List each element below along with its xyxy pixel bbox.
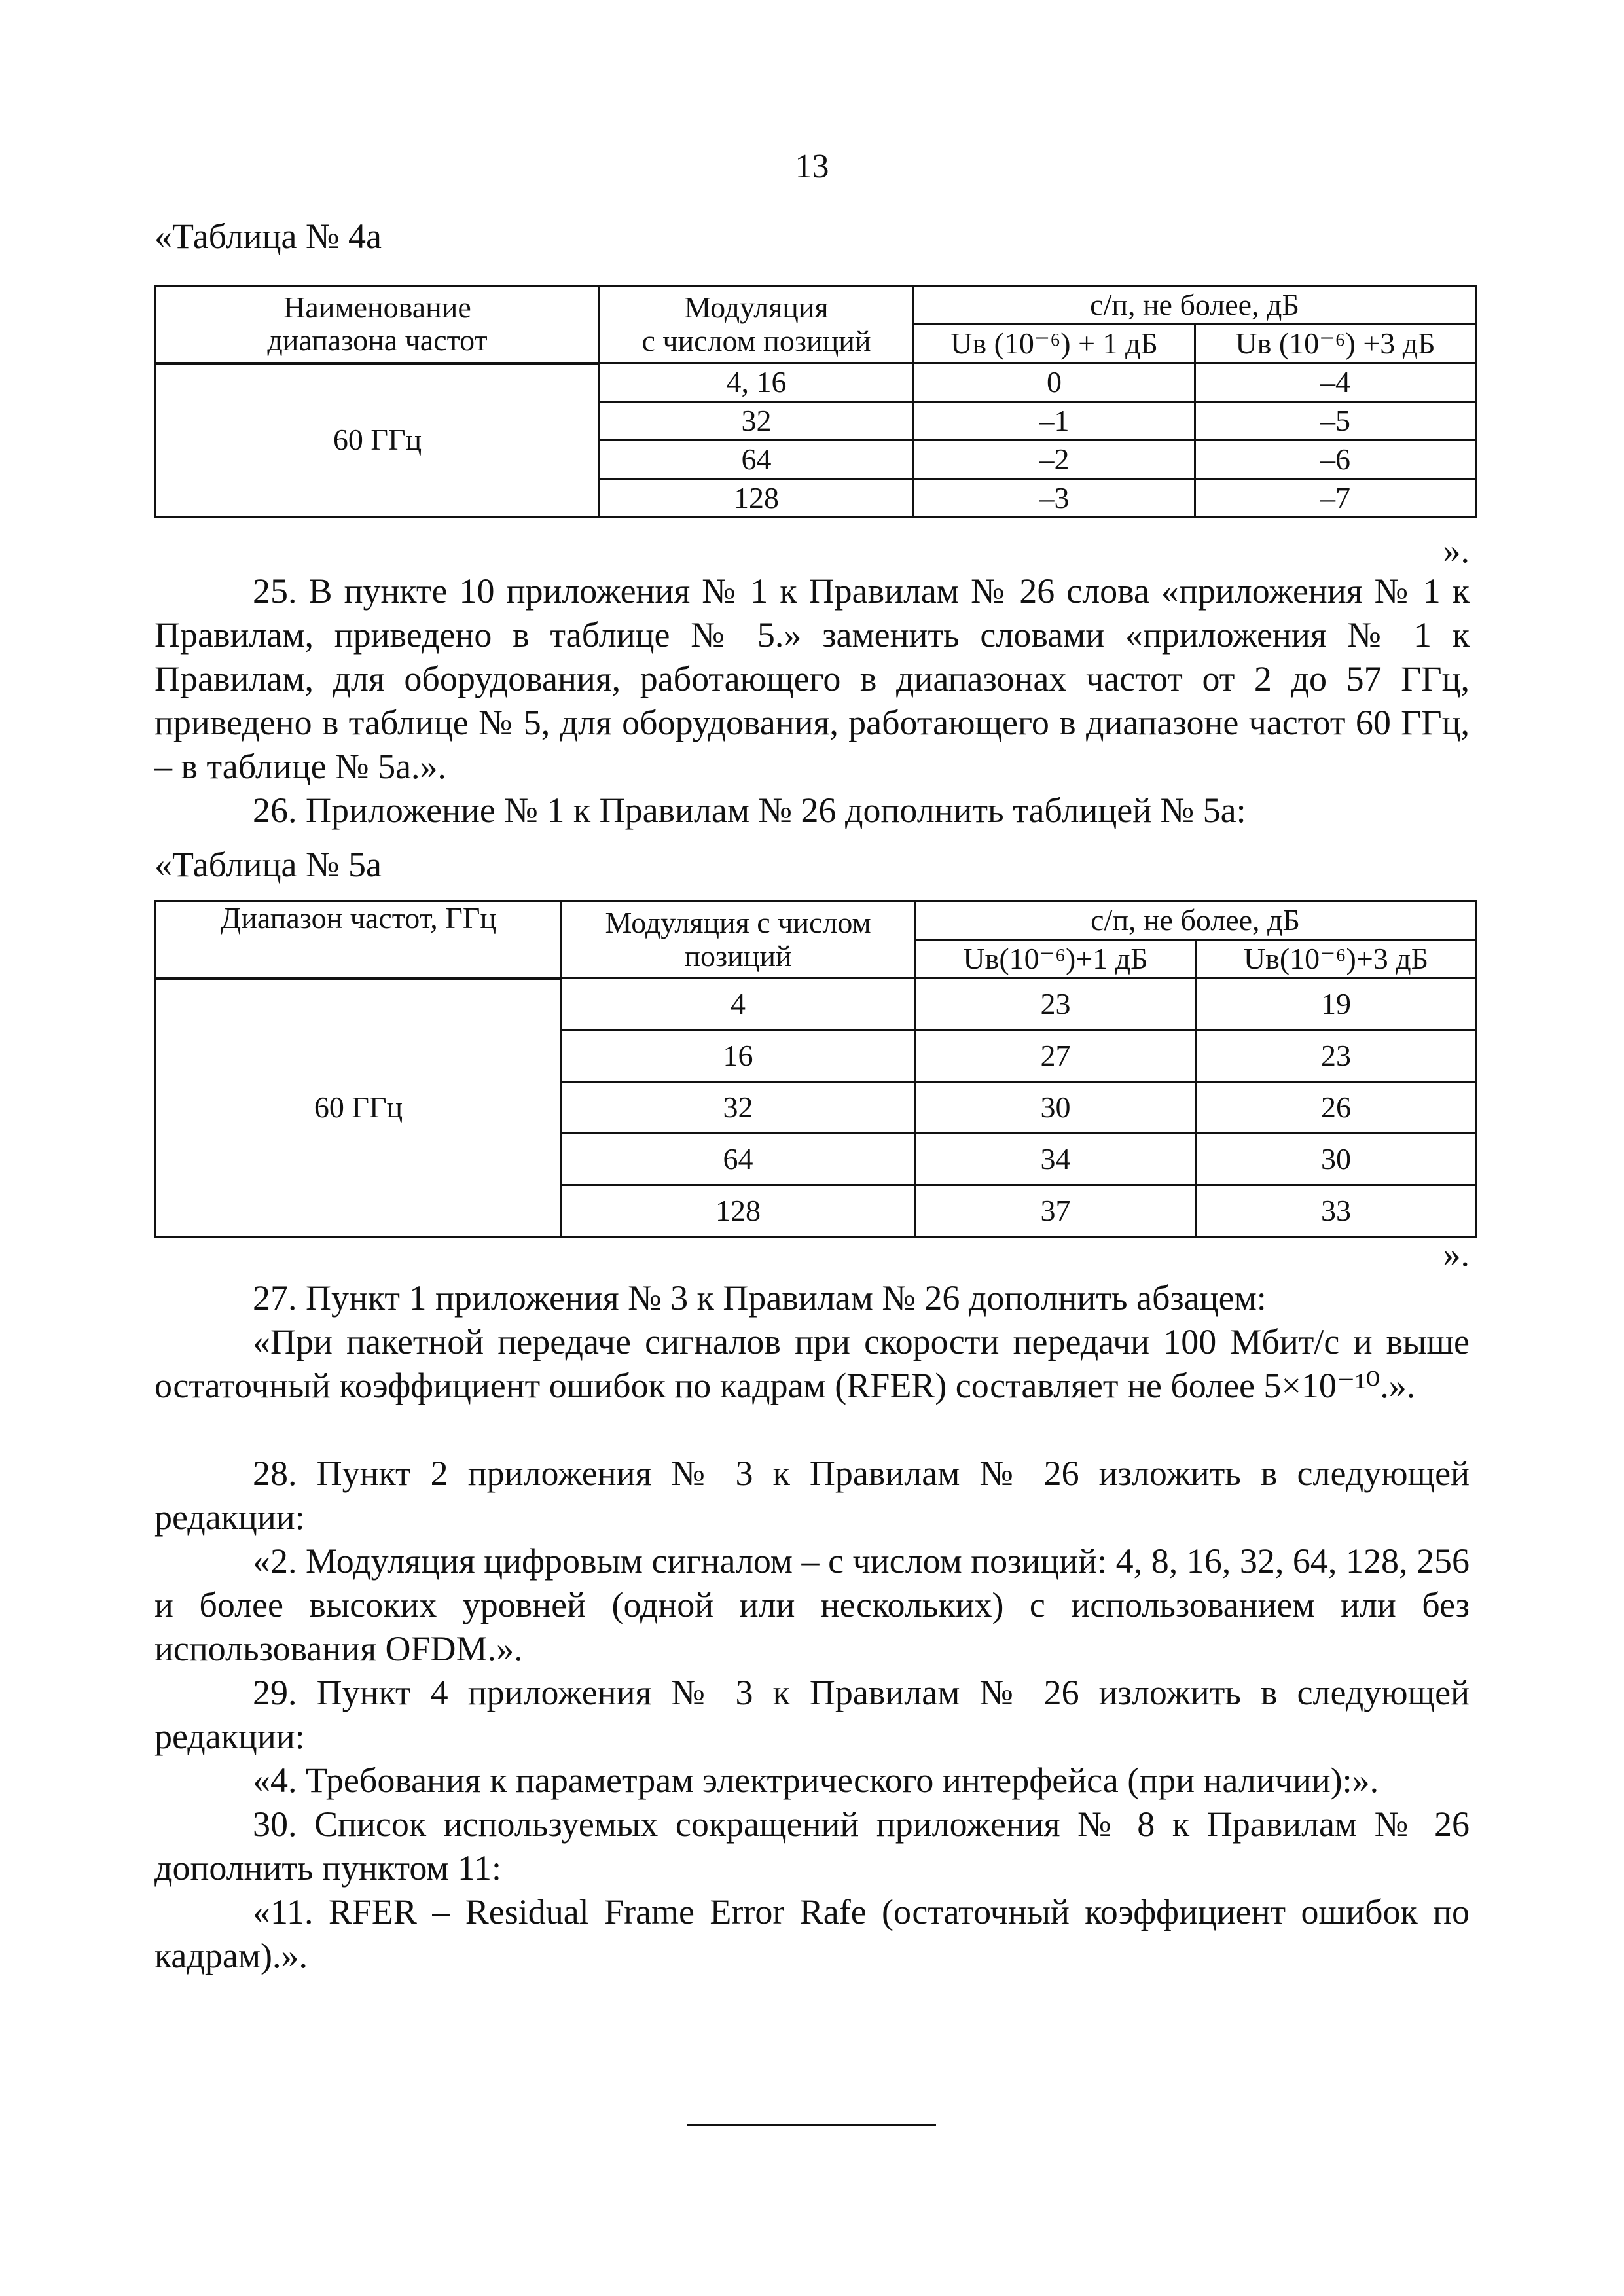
header-col2: Uв(10⁻⁶)+3 дБ bbox=[1197, 940, 1476, 978]
band-cell: 60 ГГц bbox=[156, 978, 562, 1237]
header-modulation-line1: Модуляция bbox=[684, 290, 829, 324]
paragraph-26 bbox=[154, 789, 1470, 833]
table-cell: 128 bbox=[562, 1185, 915, 1237]
table-cell: 34 bbox=[915, 1134, 1197, 1185]
header-cp: с/п, не более, дБ bbox=[915, 901, 1476, 940]
header-cp: с/п, не более, дБ bbox=[914, 286, 1476, 325]
paragraph-30-quote-text: «11. RFER – Residual Frame Error Rafe (остаточный коэффициент ошибок по кадрам).». bbox=[154, 1892, 1470, 1975]
paragraph-29 bbox=[154, 1671, 1470, 1759]
table-4a-caption: «Таблица № 4а bbox=[154, 217, 382, 256]
table-cell: –7 bbox=[1195, 479, 1476, 518]
table-5a bbox=[154, 900, 1477, 1238]
table-cell: 30 bbox=[1197, 1134, 1476, 1185]
table-cell: 64 bbox=[600, 440, 914, 479]
paragraph-25-text: 25. В пункте 10 приложения № 1 к Правилам № 26 слова «приложения № 1 к Правилам, приведено в таблице № 5.» заменить словами «приложения № 1 к Правилам, для оборудования, работающего в диапазонах частот от 2 до 57 ГГц, приведено в таблице № 5, для оборудования, работающего в диапазоне частот 60 ГГц, – в таблице № 5а.». bbox=[154, 571, 1470, 786]
table-cell: 16 bbox=[562, 1030, 915, 1082]
table-4a bbox=[154, 285, 1477, 518]
paragraph-29-quote-text: «4. Требования к параметрам электрического интерфейса (при наличии):». bbox=[253, 1761, 1379, 1800]
paragraph-28-text: 28. Пункт 2 приложения № 3 к Правилам № 26 изложить в следующей редакции: bbox=[154, 1454, 1470, 1537]
header-band-name-line1: Наименование bbox=[283, 290, 471, 324]
paragraph-28-quote-text: «2. Модуляция цифровым сигналом – с числом позиций: 4, 8, 16, 32, 64, 128, 256 и более высоких уровней (одной или нескольких) с использованием или без использования OFDM.». bbox=[154, 1541, 1470, 1668]
table-cell: 0 bbox=[914, 363, 1195, 402]
table-cell: 27 bbox=[915, 1030, 1197, 1082]
paragraph-29-text: 29. Пункт 4 приложения № 3 к Правилам № 26 изложить в следующей редакции: bbox=[154, 1673, 1470, 1756]
table-cell: –6 bbox=[1195, 440, 1476, 479]
table-cell: 4, 16 bbox=[600, 363, 914, 402]
header-band-name bbox=[156, 286, 600, 363]
header-modulation-line2: с числом позиций bbox=[641, 323, 871, 357]
table-cell: –5 bbox=[1195, 402, 1476, 440]
header-col1: Uв (10⁻⁶) + 1 дБ bbox=[914, 325, 1195, 363]
end-separator-line bbox=[687, 2124, 936, 2126]
header-col2: Uв (10⁻⁶) +3 дБ bbox=[1195, 325, 1476, 363]
paragraph-29-quote bbox=[154, 1759, 1470, 1803]
paragraph-27 bbox=[154, 1276, 1470, 1320]
header-band: Диапазон частот, ГГц bbox=[156, 901, 562, 978]
table-cell: 64 bbox=[562, 1134, 915, 1185]
table-cell: 33 bbox=[1197, 1185, 1476, 1237]
header-modulation bbox=[562, 901, 915, 978]
header-modulation bbox=[600, 286, 914, 363]
table-cell: 19 bbox=[1197, 978, 1476, 1030]
table-cell: –4 bbox=[1195, 363, 1476, 402]
paragraph-30 bbox=[154, 1803, 1470, 1890]
table-cell: 4 bbox=[562, 978, 915, 1030]
header-band-name-line2: диапазона частот bbox=[267, 323, 488, 357]
table-5a-closing: ». bbox=[1443, 1234, 1470, 1274]
header-col1: Uв(10⁻⁶)+1 дБ bbox=[915, 940, 1197, 978]
page-number: 13 bbox=[795, 148, 829, 185]
table-cell: 23 bbox=[1197, 1030, 1476, 1082]
table-cell: 32 bbox=[562, 1082, 915, 1134]
paragraph-27-quote-text: «При пакетной передаче сигналов при скорости передачи 100 Мбит/с и выше остаточный коэффициент ошибок по кадрам (RFER) составляет не более 5×10⁻¹⁰.». bbox=[154, 1322, 1470, 1405]
paragraph-25 bbox=[154, 569, 1470, 789]
paragraph-26-text: 26. Приложение № 1 к Правилам № 26 дополнить таблицей № 5а: bbox=[253, 791, 1246, 830]
table-cell: –2 bbox=[914, 440, 1195, 479]
header-modulation-line2: позиций bbox=[684, 939, 792, 973]
table-5a-caption: «Таблица № 5а bbox=[154, 845, 382, 884]
paragraph-30-quote bbox=[154, 1890, 1470, 1978]
table-cell: 30 bbox=[915, 1082, 1197, 1134]
table-cell: 32 bbox=[600, 402, 914, 440]
table-cell: 128 bbox=[600, 479, 914, 518]
paragraph-28-quote bbox=[154, 1539, 1470, 1671]
table-4a-closing: ». bbox=[1443, 531, 1470, 570]
table-cell: 26 bbox=[1197, 1082, 1476, 1134]
table-cell: –1 bbox=[914, 402, 1195, 440]
paragraph-27-text: 27. Пункт 1 приложения № 3 к Правилам № 26 дополнить абзацем: bbox=[253, 1278, 1267, 1318]
paragraph-27-quote bbox=[154, 1320, 1470, 1408]
paragraph-30-text: 30. Список используемых сокращений приложения № 8 к Правилам № 26 дополнить пунктом 11: bbox=[154, 1804, 1470, 1888]
table-cell: 23 bbox=[915, 978, 1197, 1030]
paragraph-28 bbox=[154, 1452, 1470, 1539]
band-cell: 60 ГГц bbox=[156, 363, 600, 518]
table-cell: 37 bbox=[915, 1185, 1197, 1237]
header-modulation-line1: Модуляция с числом bbox=[605, 905, 871, 939]
table-cell: –3 bbox=[914, 479, 1195, 518]
